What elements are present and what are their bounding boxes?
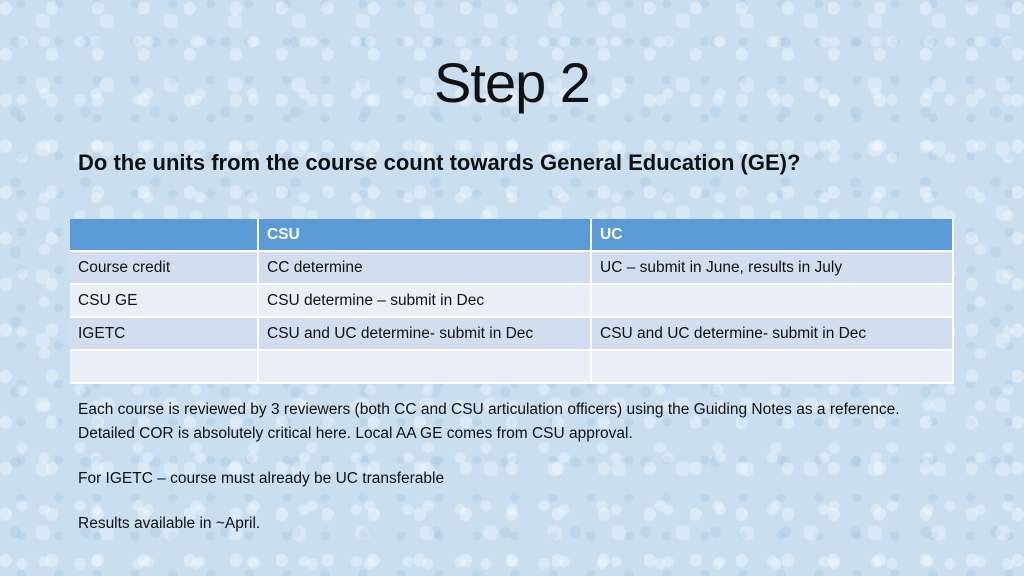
note-igetc: For IGETC – course must already be UC transferable [78, 470, 445, 487]
table-cell: CSU and UC determine- submit in Dec [591, 317, 953, 350]
table-row [70, 317, 953, 350]
table-row [70, 284, 953, 317]
table-cell: CSU GE [70, 284, 258, 317]
table-cell: UC – submit in June, results in July [591, 251, 953, 284]
note-review-process: Each course is reviewed by 3 reviewers (both CC and CSU articulation officers) using the Guiding Notes as a reference. Detailed COR is absolutely critical here. Local AA GE comes from CSU approval. [78, 401, 900, 442]
table-header-row [70, 219, 953, 251]
table-cell: CSU and UC determine- submit in Dec [258, 317, 591, 350]
table-row [70, 350, 953, 383]
notes-block [78, 398, 938, 536]
table-header-uc: UC [591, 219, 953, 251]
table-cell: Course credit [70, 251, 258, 284]
ge-table [70, 219, 954, 384]
slide-question: Do the units from the course count towards General Education (GE)? [78, 150, 801, 175]
slide-title: Step 2 [434, 51, 590, 114]
table-cell: CC determine [258, 251, 591, 284]
note-results: Results available in ~April. [78, 515, 261, 532]
table-cell: CSU determine – submit in Dec [258, 284, 591, 317]
table-header-cell [70, 219, 258, 251]
table-row [70, 251, 953, 284]
table-cell: IGETC [70, 317, 258, 350]
table-cell [591, 284, 953, 317]
table-cell [70, 350, 258, 383]
table-header-csu: CSU [258, 219, 591, 251]
table-cell [591, 350, 953, 383]
table-cell [258, 350, 591, 383]
